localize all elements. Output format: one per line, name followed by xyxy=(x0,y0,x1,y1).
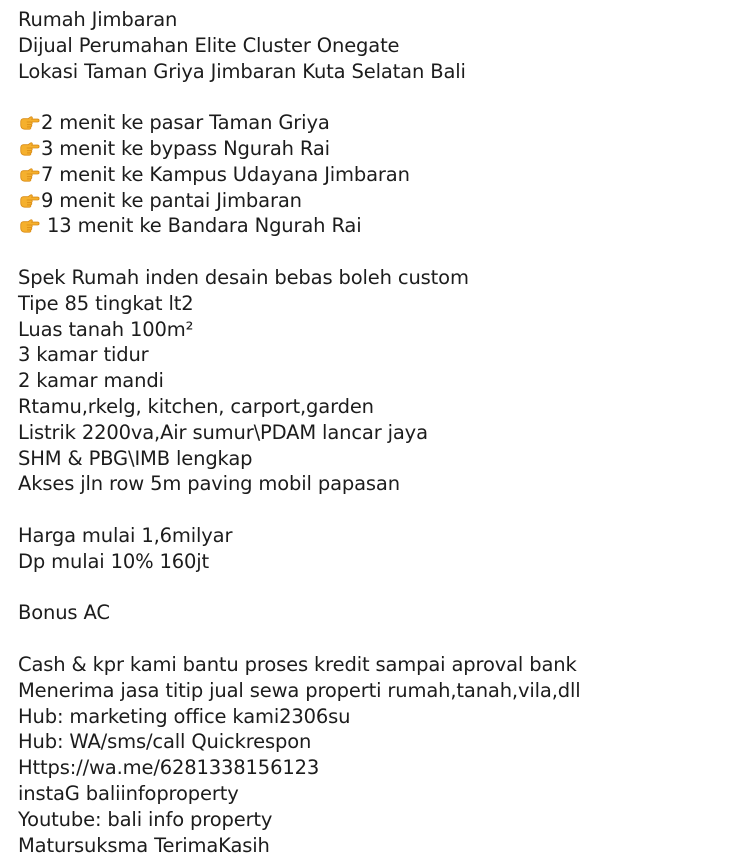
distance-item xyxy=(18,136,750,162)
spec-item: Tipe 85 tingkat lt2 xyxy=(18,291,194,315)
whatsapp-link[interactable]: Https://wa.me/6281338156123 xyxy=(18,756,320,780)
spec-item: Akses jln row 5m paving mobil papasan xyxy=(18,472,400,496)
pointing-hand-icon xyxy=(18,214,40,236)
spec-item: 3 kamar tidur xyxy=(18,343,149,367)
spec-list xyxy=(18,265,750,497)
pointing-hand-icon xyxy=(18,189,40,211)
spec-item: SHM & PBG\IMB lengkap xyxy=(18,446,253,470)
distance-list xyxy=(18,110,750,239)
post-title: Rumah Jimbaran xyxy=(18,8,178,31)
post-location: Lokasi Taman Griya Jimbaran Kuta Selatan Bali xyxy=(18,59,466,83)
distance-text: 9 menit ke pantai Jimbaran xyxy=(41,188,302,212)
distance-text: 7 menit ke Kampus Udayana Jimbaran xyxy=(41,162,410,186)
contact-block xyxy=(18,652,750,858)
contact-line: Menerima jasa titip jual sewa properti rumah,tanah,vila,dll xyxy=(18,678,581,702)
price-line: Harga mulai 1,6milyar xyxy=(18,523,233,547)
pointing-hand-icon xyxy=(18,163,40,185)
post-subtitle: Dijual Perumahan Elite Cluster Onegate xyxy=(18,33,400,57)
spec-item: Spek Rumah inden desain bebas boleh custom xyxy=(18,265,469,289)
spec-item: 2 kamar mandi xyxy=(18,369,164,393)
spacer xyxy=(18,575,750,601)
contact-line: Hub: marketing office kami2306su xyxy=(18,704,351,728)
closing-line: Matursuksma TerimaKasih xyxy=(18,833,270,857)
spacer xyxy=(18,626,750,652)
distance-text: 13 menit ke Bandara Ngurah Rai xyxy=(41,214,362,238)
spacer xyxy=(18,84,750,110)
contact-line: Cash & kpr kami bantu proses kredit sampai aproval bank xyxy=(18,652,577,676)
distance-item xyxy=(18,110,750,136)
spacer xyxy=(18,497,750,523)
pricing xyxy=(18,523,750,575)
contact-line: Hub: WA/sms/call Quickrespon xyxy=(18,730,312,754)
pointing-hand-icon xyxy=(18,111,40,133)
pointing-hand-icon xyxy=(18,137,40,159)
spec-item: Listrik 2200va,Air sumur\PDAM lancar jaya xyxy=(18,420,428,444)
contact-line: Youtube: bali info property xyxy=(18,807,273,831)
distance-item xyxy=(18,213,750,239)
distance-item xyxy=(18,188,750,214)
title-block xyxy=(18,7,750,84)
distance-text: 2 menit ke pasar Taman Griya xyxy=(41,111,330,135)
spec-item: Rtamu,rkelg, kitchen, carport,garden xyxy=(18,394,374,418)
distance-text: 3 menit ke bypass Ngurah Rai xyxy=(41,136,330,160)
contact-line: instaG baliinfoproperty xyxy=(18,781,239,805)
spacer xyxy=(18,239,750,265)
down-payment-line: Dp mulai 10% 160jt xyxy=(18,549,210,573)
bonus-line: Bonus AC xyxy=(18,601,110,625)
spec-item: Luas tanah 100m² xyxy=(18,317,194,341)
distance-item xyxy=(18,162,750,188)
